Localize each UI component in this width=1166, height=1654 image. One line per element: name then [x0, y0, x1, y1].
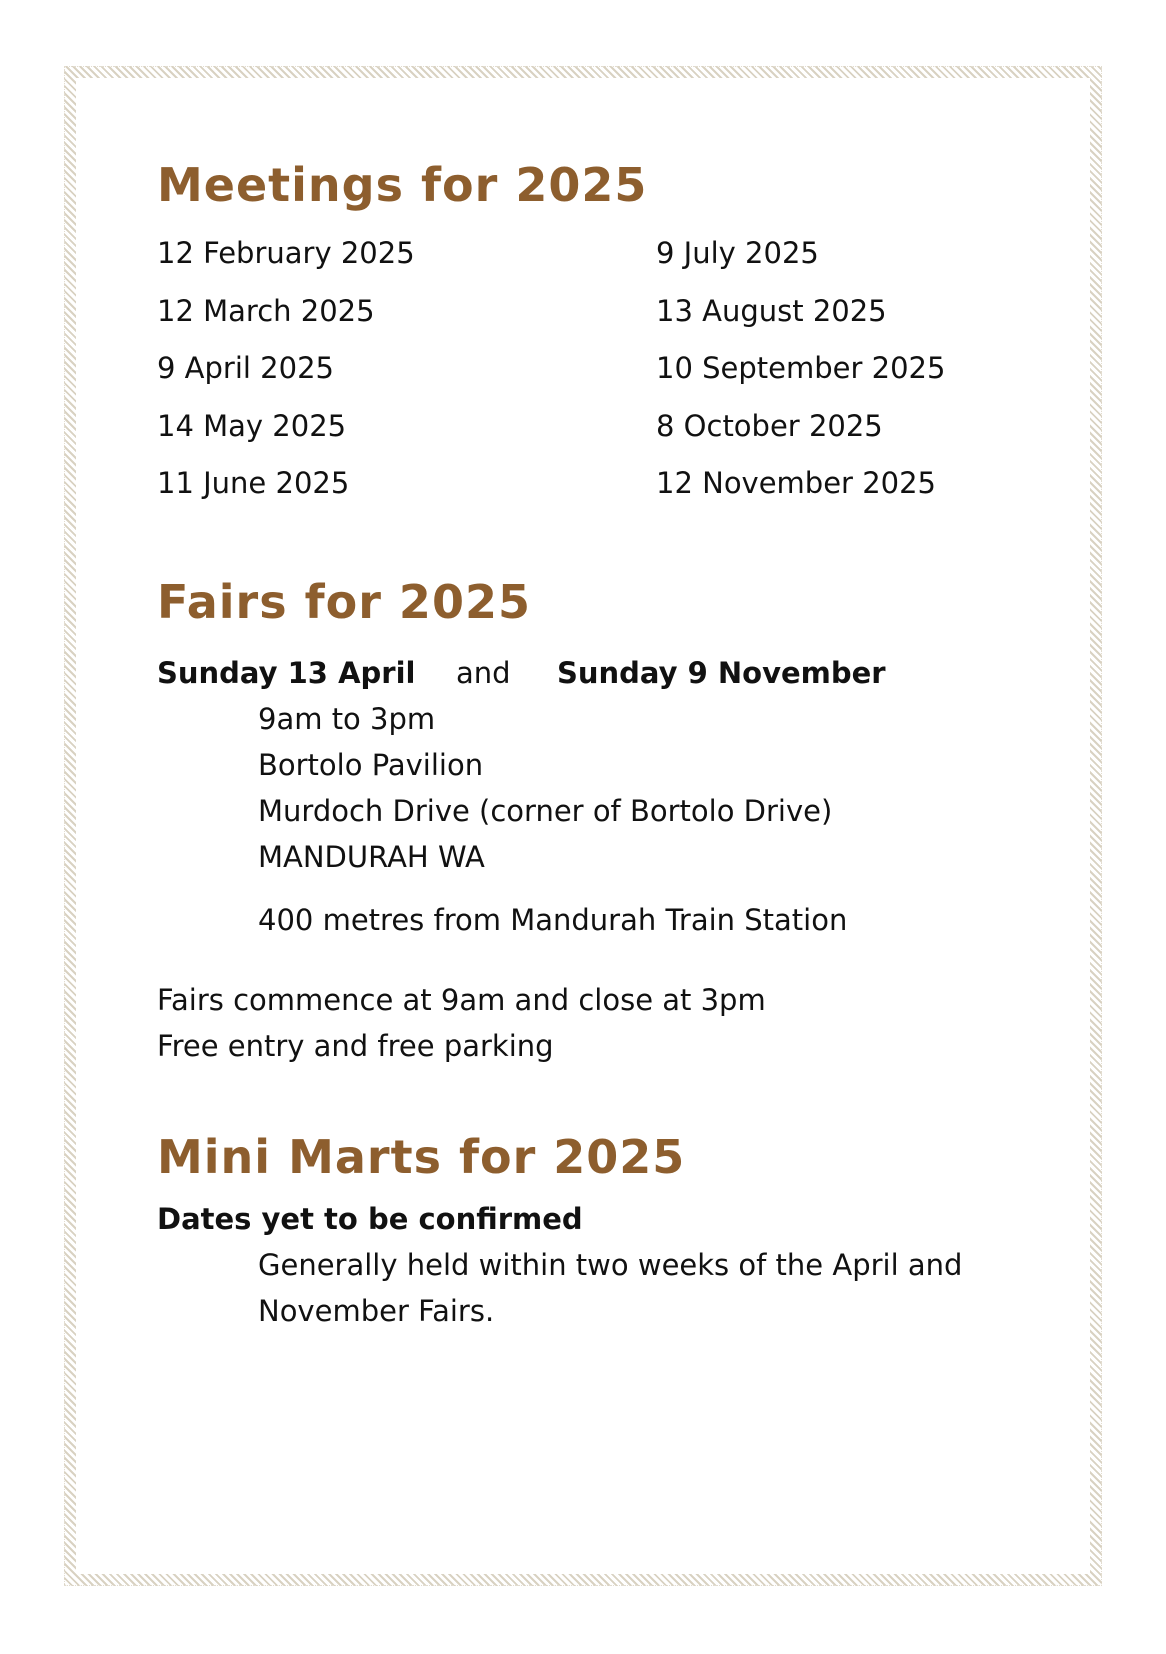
meetings-right-column — [656, 236, 945, 524]
mini-marts-note-line2: November Fairs. — [258, 1294, 495, 1328]
fair-entry-note: Free entry and free parking — [157, 1029, 554, 1063]
fair-town: MANDURAH WA — [258, 840, 485, 874]
fair-hours-note: Fairs commence at 9am and close at 3pm — [157, 983, 766, 1017]
meeting-date: 8 October 2025 — [656, 408, 883, 443]
mini-marts-note-line1: Generally held within two weeks of the April and — [258, 1248, 963, 1282]
meeting-date: 13 August 2025 — [656, 293, 887, 328]
meetings-heading: Meetings for 2025 — [157, 158, 648, 212]
fair-street: Murdoch Drive (corner of Bortolo Drive) — [258, 794, 833, 828]
meeting-date: 10 September 2025 — [656, 351, 946, 385]
fair-venue: Bortolo Pavilion — [258, 748, 484, 782]
fair-distance: 400 metres from Mandurah Train Station — [258, 903, 848, 937]
fair-time: 9am to 3pm — [258, 702, 436, 736]
meeting-date: 14 May 2025 — [157, 408, 347, 443]
mini-marts-status: Dates yet to be confirmed — [157, 1202, 583, 1236]
fair-date-april: Sunday 13 April — [157, 656, 416, 690]
fair-date-november: Sunday 9 November — [557, 656, 886, 690]
meeting-date: 12 November 2025 — [656, 466, 937, 500]
fairs-heading: Fairs for 2025 — [157, 575, 531, 629]
fair-date-conjunction: and — [456, 656, 511, 690]
meeting-date: 12 March 2025 — [157, 293, 375, 328]
mini-marts-heading: Mini Marts for 2025 — [157, 1130, 686, 1184]
meeting-date: 11 June 2025 — [157, 466, 350, 500]
meeting-date: 9 April 2025 — [157, 351, 334, 385]
meetings-left-column — [157, 236, 415, 524]
meeting-date: 9 July 2025 — [656, 236, 819, 270]
meeting-date: 12 February 2025 — [157, 236, 415, 270]
